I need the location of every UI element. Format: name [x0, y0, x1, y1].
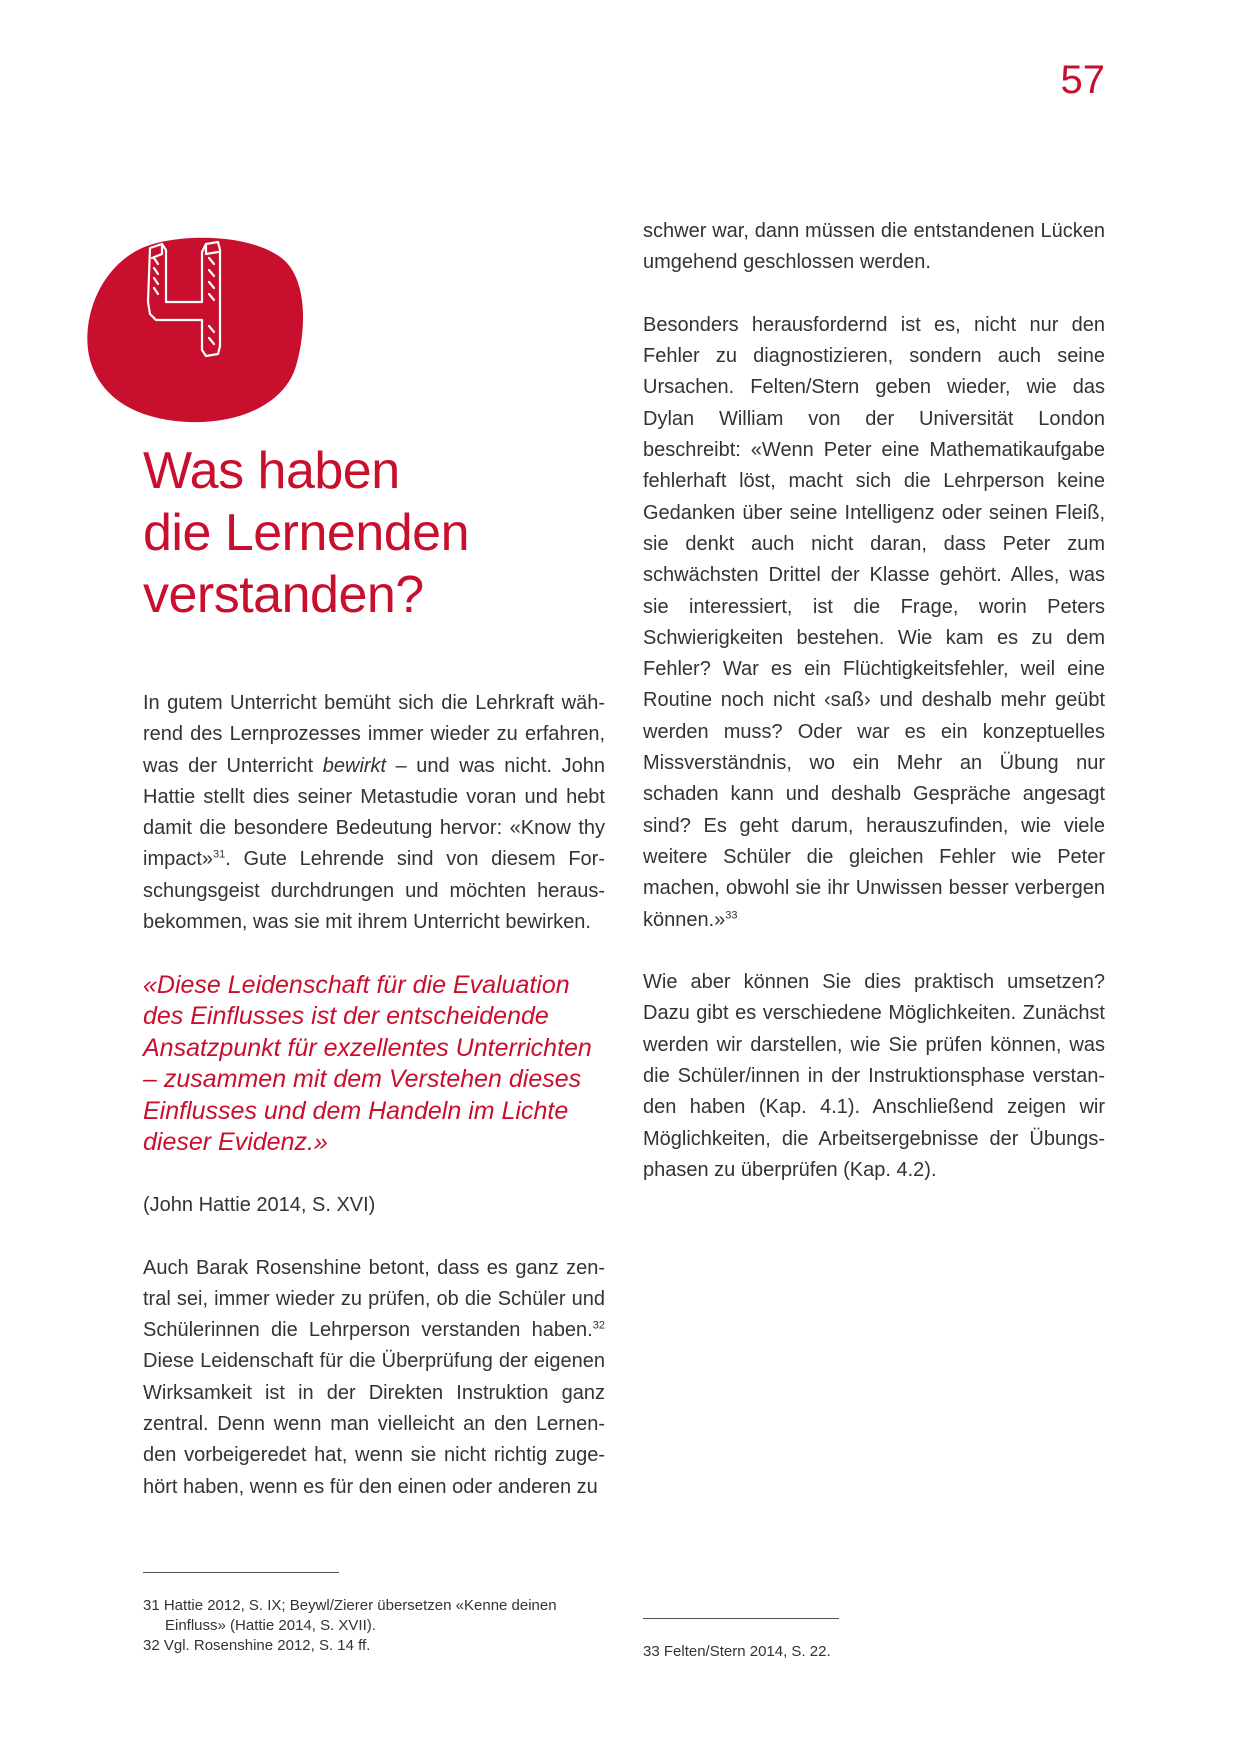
footnotes-left: [143, 1596, 613, 1656]
rosenshine-paragraph: [143, 1253, 605, 1503]
footnote-31: 31 Hattie 2012, S. IX; Beywl/Zierer übersetzen «Kenne deinen Einfluss» (Hattie 2014, S. XVII).: [143, 1597, 557, 1634]
chapter-title-line-1: Was haben: [143, 442, 400, 500]
footnotes-right: [643, 1642, 1113, 1662]
left-text-column: [143, 688, 605, 1534]
footnote-ref-32: 32: [592, 1319, 605, 1332]
rosenshine-text-part-1: Auch Barak Rosenshine betont, dass es ganz zentral sei, immer wieder zu prüfen, ob die Schüler und Schülerinnen die Lehrperson verstanden haben.: [143, 1256, 605, 1342]
error-diagnosis-text: Besonders herausfordernd ist es, nicht nur den Fehler zu diagnostizieren, sondern auch seine Ursachen. Felten/Stern geben wieder, wie das Dylan William von der Universität London beschreibt: «Wenn Peter eine Mathematikaufgabe fehlerhaft löst, macht sich die Lehrperson keine Gedanken über seine Intelligenz oder seinen Fleiß, sie denkt auch nicht daran, dass Peter zum schwächsten Drittel der Klasse gehört. Alles, was sie interessiert, ist die Frage, worin Peters Schwierigkeiten bestehen. Wie kam es zu dem Fehler? War es ein Flüchtigkeitsfehler, weil eine Routine noch nicht ‹saß› und deshalb mehr geübt werden muss? Oder war es ein konzeptuelles Missverständnis, wo ein Mehr an Übung nur schaden kann und deshalb Gespräche angesagt sind? Es geht darum, herauszufinden, wie viele weitere Schüler die gleichen Fehler wie Peter machen, obwohl sie ihr Unwissen besser verbergen können.»: [643, 313, 1105, 931]
intro-emphasis: bewirkt: [322, 754, 387, 777]
chapter-title-line-2: die Lernenden: [143, 504, 470, 562]
intro-text-part-1: In gutem Unterricht bemüht sich die Lehrkraft während des Lernprozesses immer wieder zu erfahren, was der Unterricht: [143, 692, 605, 777]
quote-source: (John Hattie 2014, S. XVI): [143, 1193, 376, 1216]
footnote-divider-right: [643, 1618, 839, 1619]
footnote-divider-left: [143, 1572, 339, 1573]
footnote-33: 33 Felten/Stern 2014, S. 22.: [643, 1643, 831, 1660]
chapter-number-badge: [84, 230, 304, 430]
footnote-ref-31: 31: [213, 848, 226, 861]
right-text-column: [643, 216, 1105, 1218]
intro-paragraph: [143, 688, 605, 938]
rosenshine-text-part-2: Diese Leidenschaft für die Überprüfung der eigenen Wirksamkeit ist in der Direkten Instruktion ganz zentral. Denn wenn man vielleicht an den Lernenden vorbeigeredet hat, wenn sie nicht richtig zugehört haben, wenn es für den einen oder anderen zu: [143, 1350, 605, 1498]
pull-quote: «Diese Leidenschaft für die Evaluation des Einflusses ist der entscheidende Ansatzpunkt für exzellentes Unterrichten – zusammen mit dem Verstehen dieses Einflusses und dem Handeln im Lichte dieser Evidenz.»: [143, 970, 592, 1157]
continuation-paragraph: schwer war, dann müssen die entstandenen Lücken umgehend geschlossen werden.: [643, 220, 1105, 274]
error-diagnosis-paragraph: [643, 310, 1105, 936]
footnote-32: 32 Vgl. Rosenshine 2012, S. 14 ff.: [143, 1637, 371, 1654]
chapter-title: [143, 440, 623, 626]
chapter-number-four-drawing: [84, 230, 304, 430]
footnote-ref-33: 33: [725, 908, 738, 921]
intro-text-part-2: – und was nicht. John Hattie stellt dies seiner Metastudie voran und hebt damit die besondere Bedeutung hervor: «Know thy impact»: [143, 754, 605, 871]
chapter-title-line-3: verstanden?: [143, 566, 424, 624]
intro-text-part-3: . Gute Lehrende sind von diesem Forschungsgeist durchdrungen und möchten herausbekommen, was sie mit ihrem Unterricht bewirken.: [143, 848, 605, 934]
practical-paragraph: Wie aber können Sie dies praktisch umsetzen? Dazu gibt es verschiedene Möglichkeiten. Zunächst werden wir darstellen, wie Sie prüfen können, was die Schüler/innen in der Instruktionsphase verstanden haben (Kap. 4.1). Anschließend zeigen wir Möglichkeiten, die Arbeitsergebnisse der Übungsphasen zu überprüfen (Kap. 4.2).: [643, 971, 1105, 1181]
page-number: 57: [1060, 58, 1105, 102]
